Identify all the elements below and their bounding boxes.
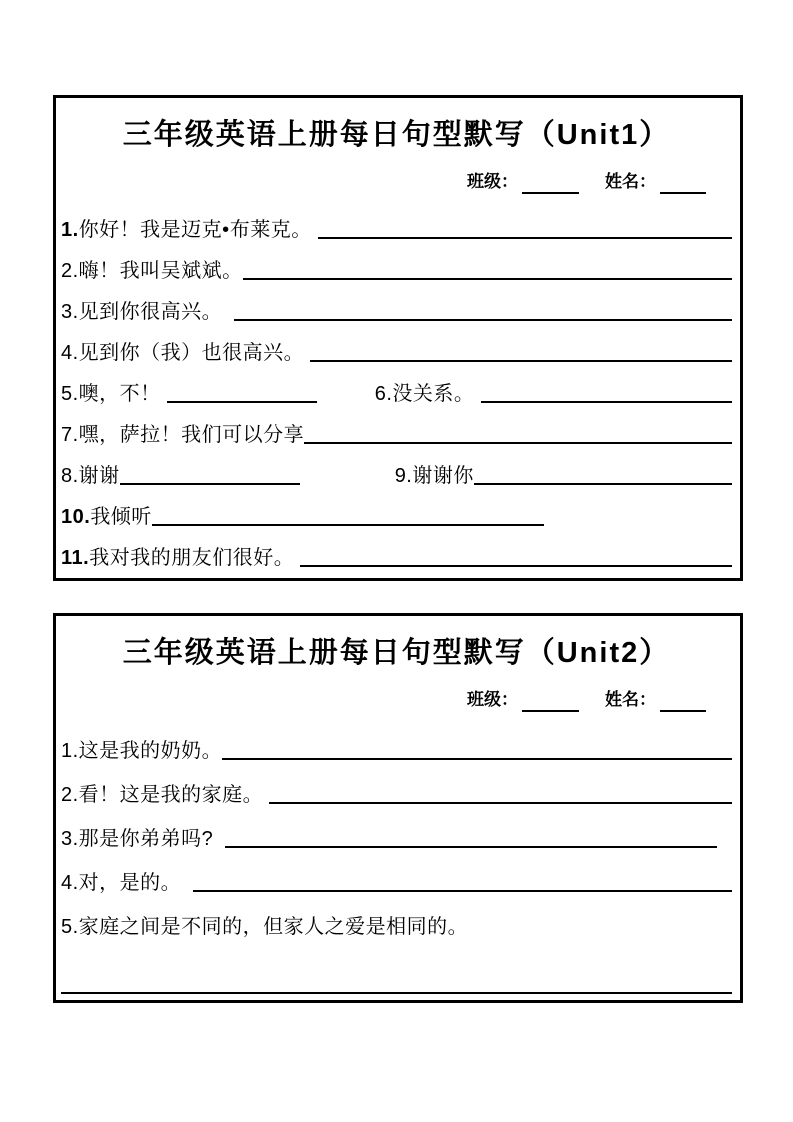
sentence-text: 3.那是你弟弟吗? bbox=[61, 828, 226, 850]
sentence-row bbox=[61, 491, 732, 532]
answer-blank-line bbox=[310, 360, 732, 362]
sentence-row bbox=[61, 327, 732, 368]
class-label: 班级： bbox=[467, 172, 518, 191]
class-blank-line bbox=[522, 176, 579, 194]
sentence-row bbox=[61, 766, 732, 810]
answer-blank-line bbox=[481, 401, 733, 403]
spacer bbox=[300, 490, 395, 491]
sentence-text: 5.噢，不！ bbox=[61, 383, 167, 405]
spacer bbox=[317, 408, 375, 409]
sentence-text: 10. bbox=[61, 506, 91, 528]
sentence-text: 7.嘿，萨拉！我们可以分享 bbox=[61, 424, 305, 446]
answer-blank-line bbox=[225, 846, 717, 848]
answer-blank-line bbox=[234, 319, 732, 321]
section-title: 三年级英语上册每日句型默写（Unit1） bbox=[122, 119, 671, 151]
sentence-text: 2.嗨！我叫吴斌斌。 bbox=[61, 260, 243, 282]
sentence-text: 11. bbox=[61, 547, 90, 569]
sentence-row bbox=[61, 245, 732, 286]
sentence-text: 我倾听 bbox=[90, 506, 152, 528]
class-blank-line bbox=[522, 694, 579, 712]
sentence-text: 1. bbox=[61, 219, 79, 241]
unit-section-1 bbox=[53, 95, 743, 581]
sentence-text: 6.没关系。 bbox=[374, 383, 481, 405]
class-name-row bbox=[61, 170, 732, 194]
sentence-text: 5.家庭之间是不同的，但家人之爱是相同的。 bbox=[61, 916, 469, 938]
section-title: 三年级英语上册每日句型默写（Unit2） bbox=[122, 637, 671, 669]
name-label: 姓名： bbox=[605, 690, 656, 709]
sentence-row bbox=[61, 532, 732, 573]
spacer bbox=[717, 853, 732, 854]
answer-blank-line bbox=[269, 802, 732, 804]
name-label: 姓名： bbox=[605, 172, 656, 191]
sentence-text: 1.这是我的奶奶。 bbox=[61, 740, 223, 762]
sentence-rows bbox=[61, 722, 732, 1000]
sentence-text: 我对我的朋友们很好。 bbox=[89, 547, 301, 569]
sentence-row bbox=[61, 898, 732, 942]
sentence-row bbox=[61, 722, 732, 766]
sentence-text: 你好！我是迈克•布莱克。 bbox=[78, 219, 318, 241]
answer-blank-line bbox=[167, 401, 317, 403]
unit-section-2 bbox=[53, 613, 743, 1003]
answer-blank-line bbox=[474, 483, 732, 485]
sentence-row bbox=[61, 204, 732, 245]
answer-blank-line bbox=[222, 758, 732, 760]
sentence-row bbox=[61, 942, 732, 1000]
sentence-row bbox=[61, 810, 732, 854]
class-label: 班级： bbox=[467, 690, 518, 709]
name-blank-line bbox=[660, 694, 706, 712]
sentence-text: 4.对，是的。 bbox=[61, 872, 194, 894]
sentence-text: 8.谢谢 bbox=[61, 465, 120, 487]
sentence-row bbox=[61, 450, 732, 491]
sentence-row bbox=[61, 854, 732, 898]
name-blank-line bbox=[660, 176, 706, 194]
answer-blank-line bbox=[300, 565, 732, 567]
sentence-row bbox=[61, 368, 732, 409]
answer-blank-line bbox=[243, 278, 732, 280]
answer-blank-line bbox=[304, 442, 732, 444]
sentence-row bbox=[61, 409, 732, 450]
answer-blank-line bbox=[61, 992, 732, 994]
answer-blank-line bbox=[152, 524, 544, 526]
sentence-rows bbox=[61, 204, 732, 573]
sentence-row bbox=[61, 286, 732, 327]
answer-blank-line bbox=[120, 483, 300, 485]
answer-blank-line bbox=[193, 890, 732, 892]
sentence-text: 3.见到你很高兴。 bbox=[61, 301, 235, 323]
sentence-text: 9.谢谢你 bbox=[394, 465, 474, 487]
class-name-row bbox=[61, 688, 732, 712]
sentence-text: 2.看！这是我的家庭。 bbox=[61, 784, 270, 806]
sentence-text: 4.见到你（我）也很高兴。 bbox=[61, 342, 311, 364]
answer-blank-line bbox=[318, 237, 732, 239]
